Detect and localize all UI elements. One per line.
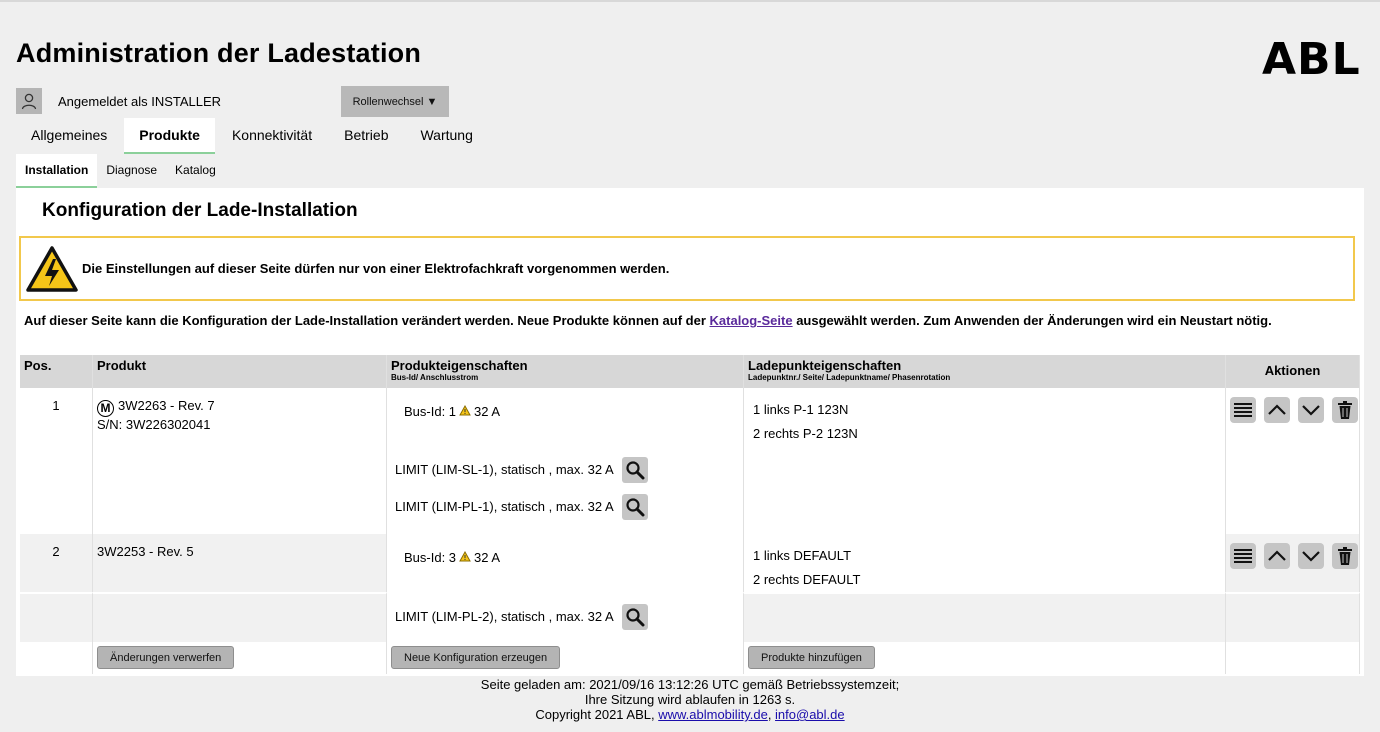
section-title: Konfiguration der Lade-Installation (42, 200, 358, 221)
sub-tabs (16, 154, 225, 188)
empty-cell (1226, 592, 1360, 642)
master-badge: M (97, 400, 114, 417)
move-down-icon[interactable] (1298, 397, 1324, 423)
warning-text: Die Einstellungen auf dieser Seite dürfen nur von einer Elektrofachkraft vorgenommen werden. (82, 261, 670, 276)
subtab-katalog[interactable]: Katalog (175, 163, 216, 177)
info-text (24, 313, 1344, 328)
window-top-border (0, 0, 1380, 2)
discard-changes-button[interactable]: Änderungen verwerfen (97, 646, 234, 669)
chargepoint-1: 1 links P-1 123N (753, 402, 849, 417)
info-text-start: Auf dieser Seite kann die Konfiguration der Lade-Installation verändert werden. Neue Produkte können auf der (24, 313, 710, 328)
col-product: Produkt (93, 355, 387, 388)
tab-betrieb[interactable]: Betrieb (344, 127, 389, 143)
user-info (16, 88, 221, 114)
limit-item (387, 598, 743, 635)
warning-triangle-icon (459, 551, 471, 562)
session-expiry-text: Ihre Sitzung wird ablaufen in 1263 s. (584, 692, 796, 707)
chargepoint-2: 2 rechts DEFAULT (753, 572, 861, 587)
move-down-icon[interactable] (1298, 543, 1324, 569)
connection-current: 32 A (474, 550, 501, 565)
limit-item (387, 488, 743, 525)
row-product-properties (387, 534, 744, 592)
menu-icon[interactable] (1230, 543, 1256, 569)
empty-cell (1226, 642, 1360, 674)
connection-current: 32 A (474, 404, 501, 419)
logged-in-label: Angemeldet als INSTALLER (58, 93, 222, 109)
tab-produkte[interactable]: Produkte (124, 118, 215, 154)
limit-text: LIMIT (LIM-PL-2), statisch , max. 32 A (395, 609, 614, 624)
subtab-diagnose[interactable]: Diagnose (106, 163, 158, 177)
empty-cell (93, 592, 387, 642)
limit-text: LIMIT (LIM-PL-1), statisch , max. 32 A (395, 499, 614, 514)
col-actions: Aktionen (1226, 355, 1360, 388)
col-product-properties-label: Produkteigenschaften (391, 358, 528, 373)
empty-cell (20, 642, 93, 674)
row-product-properties (387, 388, 744, 534)
col-product-properties (387, 355, 744, 388)
move-up-icon[interactable] (1264, 543, 1290, 569)
bus-id-line (387, 534, 743, 565)
row-product (93, 534, 387, 592)
warning-box (19, 236, 1355, 301)
col-product-properties-sub: Bus-Id/ Anschlusstrom (391, 373, 479, 382)
add-products-button[interactable]: Produkte hinzufügen (748, 646, 875, 669)
col-chargepoint-properties-sub: Ladepunktnr./ Seite/ Ladepunktname/ Phasenrotation (748, 373, 951, 382)
table-row-limits (20, 592, 1360, 642)
serial-number: S/N: 3W226302041 (97, 417, 211, 432)
tab-konnektivitaet[interactable]: Konnektivität (231, 127, 313, 143)
col-chargepoint-properties-label: Ladepunkteigenschaften (748, 358, 902, 373)
content-panel (16, 188, 1364, 676)
subtab-installation[interactable]: Installation (16, 154, 97, 188)
new-config-cell (387, 642, 744, 674)
website-link[interactable]: www.ablmobility.de (658, 707, 768, 722)
move-up-icon[interactable] (1264, 397, 1290, 423)
configuration-table (20, 355, 1360, 674)
separator: , (767, 707, 776, 722)
col-chargepoint-properties (744, 355, 1226, 388)
page-title: Administration der Ladestation (16, 38, 422, 68)
chargepoint-2: 2 rechts P-2 123N (753, 426, 858, 441)
row-actions (1226, 534, 1360, 592)
warning-triangle-icon (459, 405, 471, 416)
bus-id: Bus-Id: 3 (404, 550, 457, 565)
user-icon (16, 88, 42, 114)
limit-item (387, 451, 743, 488)
magnifier-icon[interactable] (622, 494, 648, 520)
role-switch-button[interactable]: Rollenwechsel ▼ (341, 86, 449, 117)
row-pos: 2 (20, 534, 93, 592)
row-chargepoints (744, 388, 1226, 534)
empty-cell (744, 592, 1226, 642)
row-product (93, 388, 387, 534)
table-row (20, 534, 1360, 592)
row-actions (1226, 388, 1360, 534)
product-name: 3W2263 - Rev. 7 (118, 398, 215, 413)
chargepoint-1: 1 links DEFAULT (753, 548, 852, 563)
high-voltage-warning-icon (26, 245, 78, 293)
row-pos: 1 (20, 388, 93, 534)
table-header-row (20, 355, 1360, 388)
copyright-line (0, 707, 1380, 722)
abl-logo: ABL (1262, 34, 1361, 85)
info-text-end: ausgewählt werden. Zum Anwenden der Änderungen wird ein Neustart nötig. (792, 313, 1272, 328)
page-loaded-text: Seite geladen am: 2021/09/16 13:12:26 UTC gemäß Betriebssystemzeit; (480, 677, 900, 692)
tab-allgemeines[interactable]: Allgemeines (31, 127, 108, 143)
product-name: 3W2253 - Rev. 5 (97, 544, 194, 559)
trash-icon[interactable] (1332, 543, 1358, 569)
main-tabs (16, 118, 490, 154)
tab-wartung[interactable]: Wartung (420, 127, 473, 143)
add-products-cell (744, 642, 1226, 674)
magnifier-icon[interactable] (622, 604, 648, 630)
row-product-properties (387, 592, 744, 642)
bus-id-line (387, 388, 743, 419)
email-link[interactable]: info@abl.de (775, 707, 845, 722)
row-chargepoints (744, 534, 1226, 592)
magnifier-icon[interactable] (622, 457, 648, 483)
new-configuration-button[interactable]: Neue Konfiguration erzeugen (391, 646, 560, 669)
menu-icon[interactable] (1230, 397, 1256, 423)
empty-cell (20, 592, 93, 642)
col-pos: Pos. (20, 355, 93, 388)
limit-text: LIMIT (LIM-SL-1), statisch , max. 32 A (395, 462, 614, 477)
table-row (20, 388, 1360, 534)
trash-icon[interactable] (1332, 397, 1358, 423)
catalog-page-link[interactable]: Katalog-Seite (709, 313, 793, 328)
copyright-text: Copyright 2021 ABL, (535, 707, 659, 722)
discard-cell (93, 642, 387, 674)
table-button-row (20, 642, 1360, 674)
footer (0, 677, 1380, 722)
bus-id: Bus-Id: 1 (404, 404, 457, 419)
